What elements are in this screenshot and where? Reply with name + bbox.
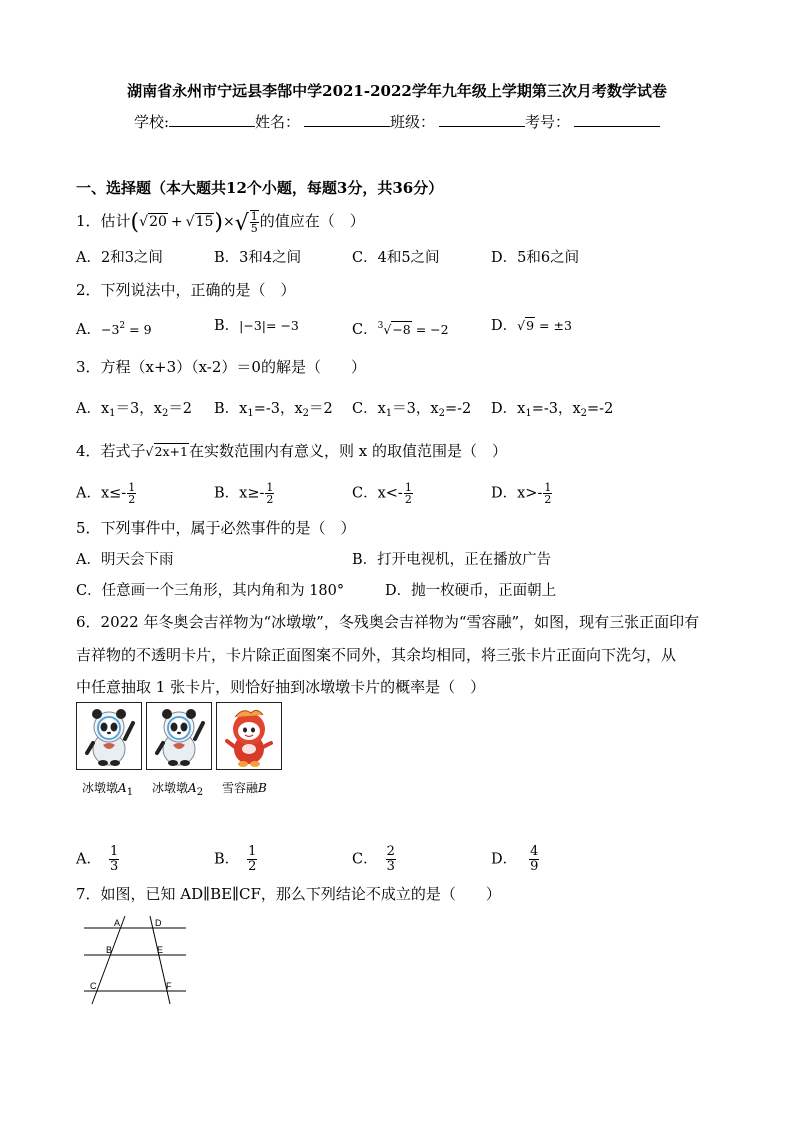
point-label-a: A: [114, 918, 121, 928]
class-blank[interactable]: [439, 112, 525, 127]
card-bing-dwen-dwen-a2: [146, 702, 212, 770]
q5-option-c[interactable]: C．任意画一个三角形，其内角和为 180°: [76, 583, 345, 599]
q3-option-a[interactable]: A．$x_1=3$，$x_2=2$: [76, 401, 193, 419]
q3-option-c[interactable]: C．$x_1=3$，$x_2=-2$: [352, 401, 472, 419]
class-label: 班级：: [390, 113, 436, 131]
q5-option-d[interactable]: D．抛一枚硬币，正面朝上: [385, 583, 557, 599]
parallel-lines-diagram: [80, 914, 190, 1010]
q1-sqrt-sign: √: [234, 211, 249, 236]
q1-option-a[interactable]: A．2和3之间: [76, 250, 163, 266]
school-blank[interactable]: [169, 112, 255, 127]
panda-mascot-icon: [147, 703, 211, 769]
number-label: 考号：: [525, 113, 571, 131]
q2-option-a[interactable]: A．$-3^2 = 9$: [76, 321, 152, 338]
number-blank[interactable]: [574, 112, 660, 127]
q4-option-b[interactable]: B．x≥- $\frac{1}{2}$: [214, 481, 274, 506]
q1-option-d[interactable]: D．5和6之间: [491, 250, 580, 266]
question-3: 3．方程（x+3）（x-2）＝0的解是（ ）: [76, 358, 366, 376]
q1-plus: +: [170, 214, 183, 230]
q1-option-c[interactable]: C．4和5之间: [352, 250, 440, 266]
question-6-line-3: 中任意抽取 1 张卡片，则恰好抽到冰墩墩卡片的概率是（ ）: [76, 678, 486, 696]
q1-option-b[interactable]: B．3和4之间: [214, 250, 302, 266]
question-1: [76, 210, 365, 234]
point-label-d: D: [155, 918, 162, 928]
question-7: 7．如图，已知 AD∥BE∥CF，那么下列结论不成立的是（ ）: [76, 885, 501, 903]
card-caption-a1: 冰墩墩$A_1$: [82, 781, 134, 798]
question-5: 5．下列事件中，属于必然事件的是（ ）: [76, 519, 356, 537]
card-caption-b: 雪容融B: [222, 781, 267, 795]
q1-suffix: 的值应在（ ）: [259, 212, 365, 230]
point-label-b: B: [106, 945, 113, 955]
q6-option-d[interactable]: D． $\frac{4}{9}$: [491, 844, 539, 874]
q4-option-d[interactable]: D．x>- $\frac{1}{2}$: [491, 481, 552, 506]
student-info-line: [0, 111, 794, 132]
panda-mascot-icon: [77, 703, 141, 769]
question-4: 4．若式子√2x+1在实数范围内有意义，则 x 的取值范围是（ ）: [76, 442, 507, 460]
q2-option-c[interactable]: C．$^3$√−8 = −2: [352, 321, 449, 338]
q1-sqrt-1: √20: [139, 214, 167, 230]
q5-option-a[interactable]: A．明天会下雨: [76, 552, 174, 568]
q3-option-d[interactable]: D．$x_1=-3$，$x_2=-2$: [491, 401, 614, 419]
lantern-mascot-icon: [217, 703, 281, 769]
q6-option-a[interactable]: A． $\frac{1}{3}$: [76, 844, 119, 874]
card-bing-dwen-dwen-a1: [76, 702, 142, 770]
q1-fraction: $\frac{1}{5}$: [250, 210, 258, 235]
q1-paren-open: (: [130, 210, 140, 235]
point-label-f: F: [166, 981, 172, 991]
card-shuey-rhon-rhon-b: [216, 702, 282, 770]
q1-times: ×: [222, 214, 235, 230]
q6-option-c[interactable]: C． $\frac{2}{3}$: [352, 844, 395, 874]
question-2: 2．下列说法中，正确的是（ ）: [76, 281, 296, 299]
q1-sqrt-2: √15: [185, 214, 214, 230]
exam-title: 湖南省永州市宁远县李郜中学2021-2022学年九年级上学期第三次月考数学试卷: [127, 82, 667, 100]
name-label: 姓名：: [255, 113, 301, 131]
q1-prefix: 1．估计: [76, 212, 131, 230]
section-title: 一、选择题（本大题共12个小题，每题3分，共36分）: [76, 179, 444, 197]
school-label: 学校:: [133, 113, 169, 131]
q5-option-b[interactable]: B．打开电视机，正在播放广告: [352, 552, 552, 568]
point-label-c: C: [90, 981, 97, 991]
q1-paren-close: ): [214, 210, 223, 235]
name-blank[interactable]: [304, 112, 390, 127]
q3-option-b[interactable]: B．$x_1=-3$，$x_2=2$: [214, 401, 333, 419]
q2-option-d[interactable]: D．√9 = ±3: [491, 318, 572, 334]
card-caption-a2: 冰墩墩$A_2$: [152, 781, 204, 798]
point-label-e: E: [157, 945, 164, 955]
q6-option-b[interactable]: B． $\frac{1}{2}$: [214, 844, 257, 874]
question-6-line-2: 吉祥物的不透明卡片，卡片除正面图案不同外，其余均相同，将三张卡片正面向下洗匀，从: [76, 646, 677, 664]
q4-option-c[interactable]: C．x<- $\frac{1}{2}$: [352, 481, 412, 506]
question-6-line-1: 6．2022 年冬奥会吉祥物为“冰墩墩”，冬残奥会吉祥物为“雪容融”，如图，现有三张正面印有: [76, 613, 700, 631]
q2-option-b[interactable]: B．|−3|= −3: [214, 318, 299, 334]
q4-sqrt: √2x+1: [145, 444, 188, 459]
q4-option-a[interactable]: A．x≤- $\frac{1}{2}$: [76, 481, 136, 506]
